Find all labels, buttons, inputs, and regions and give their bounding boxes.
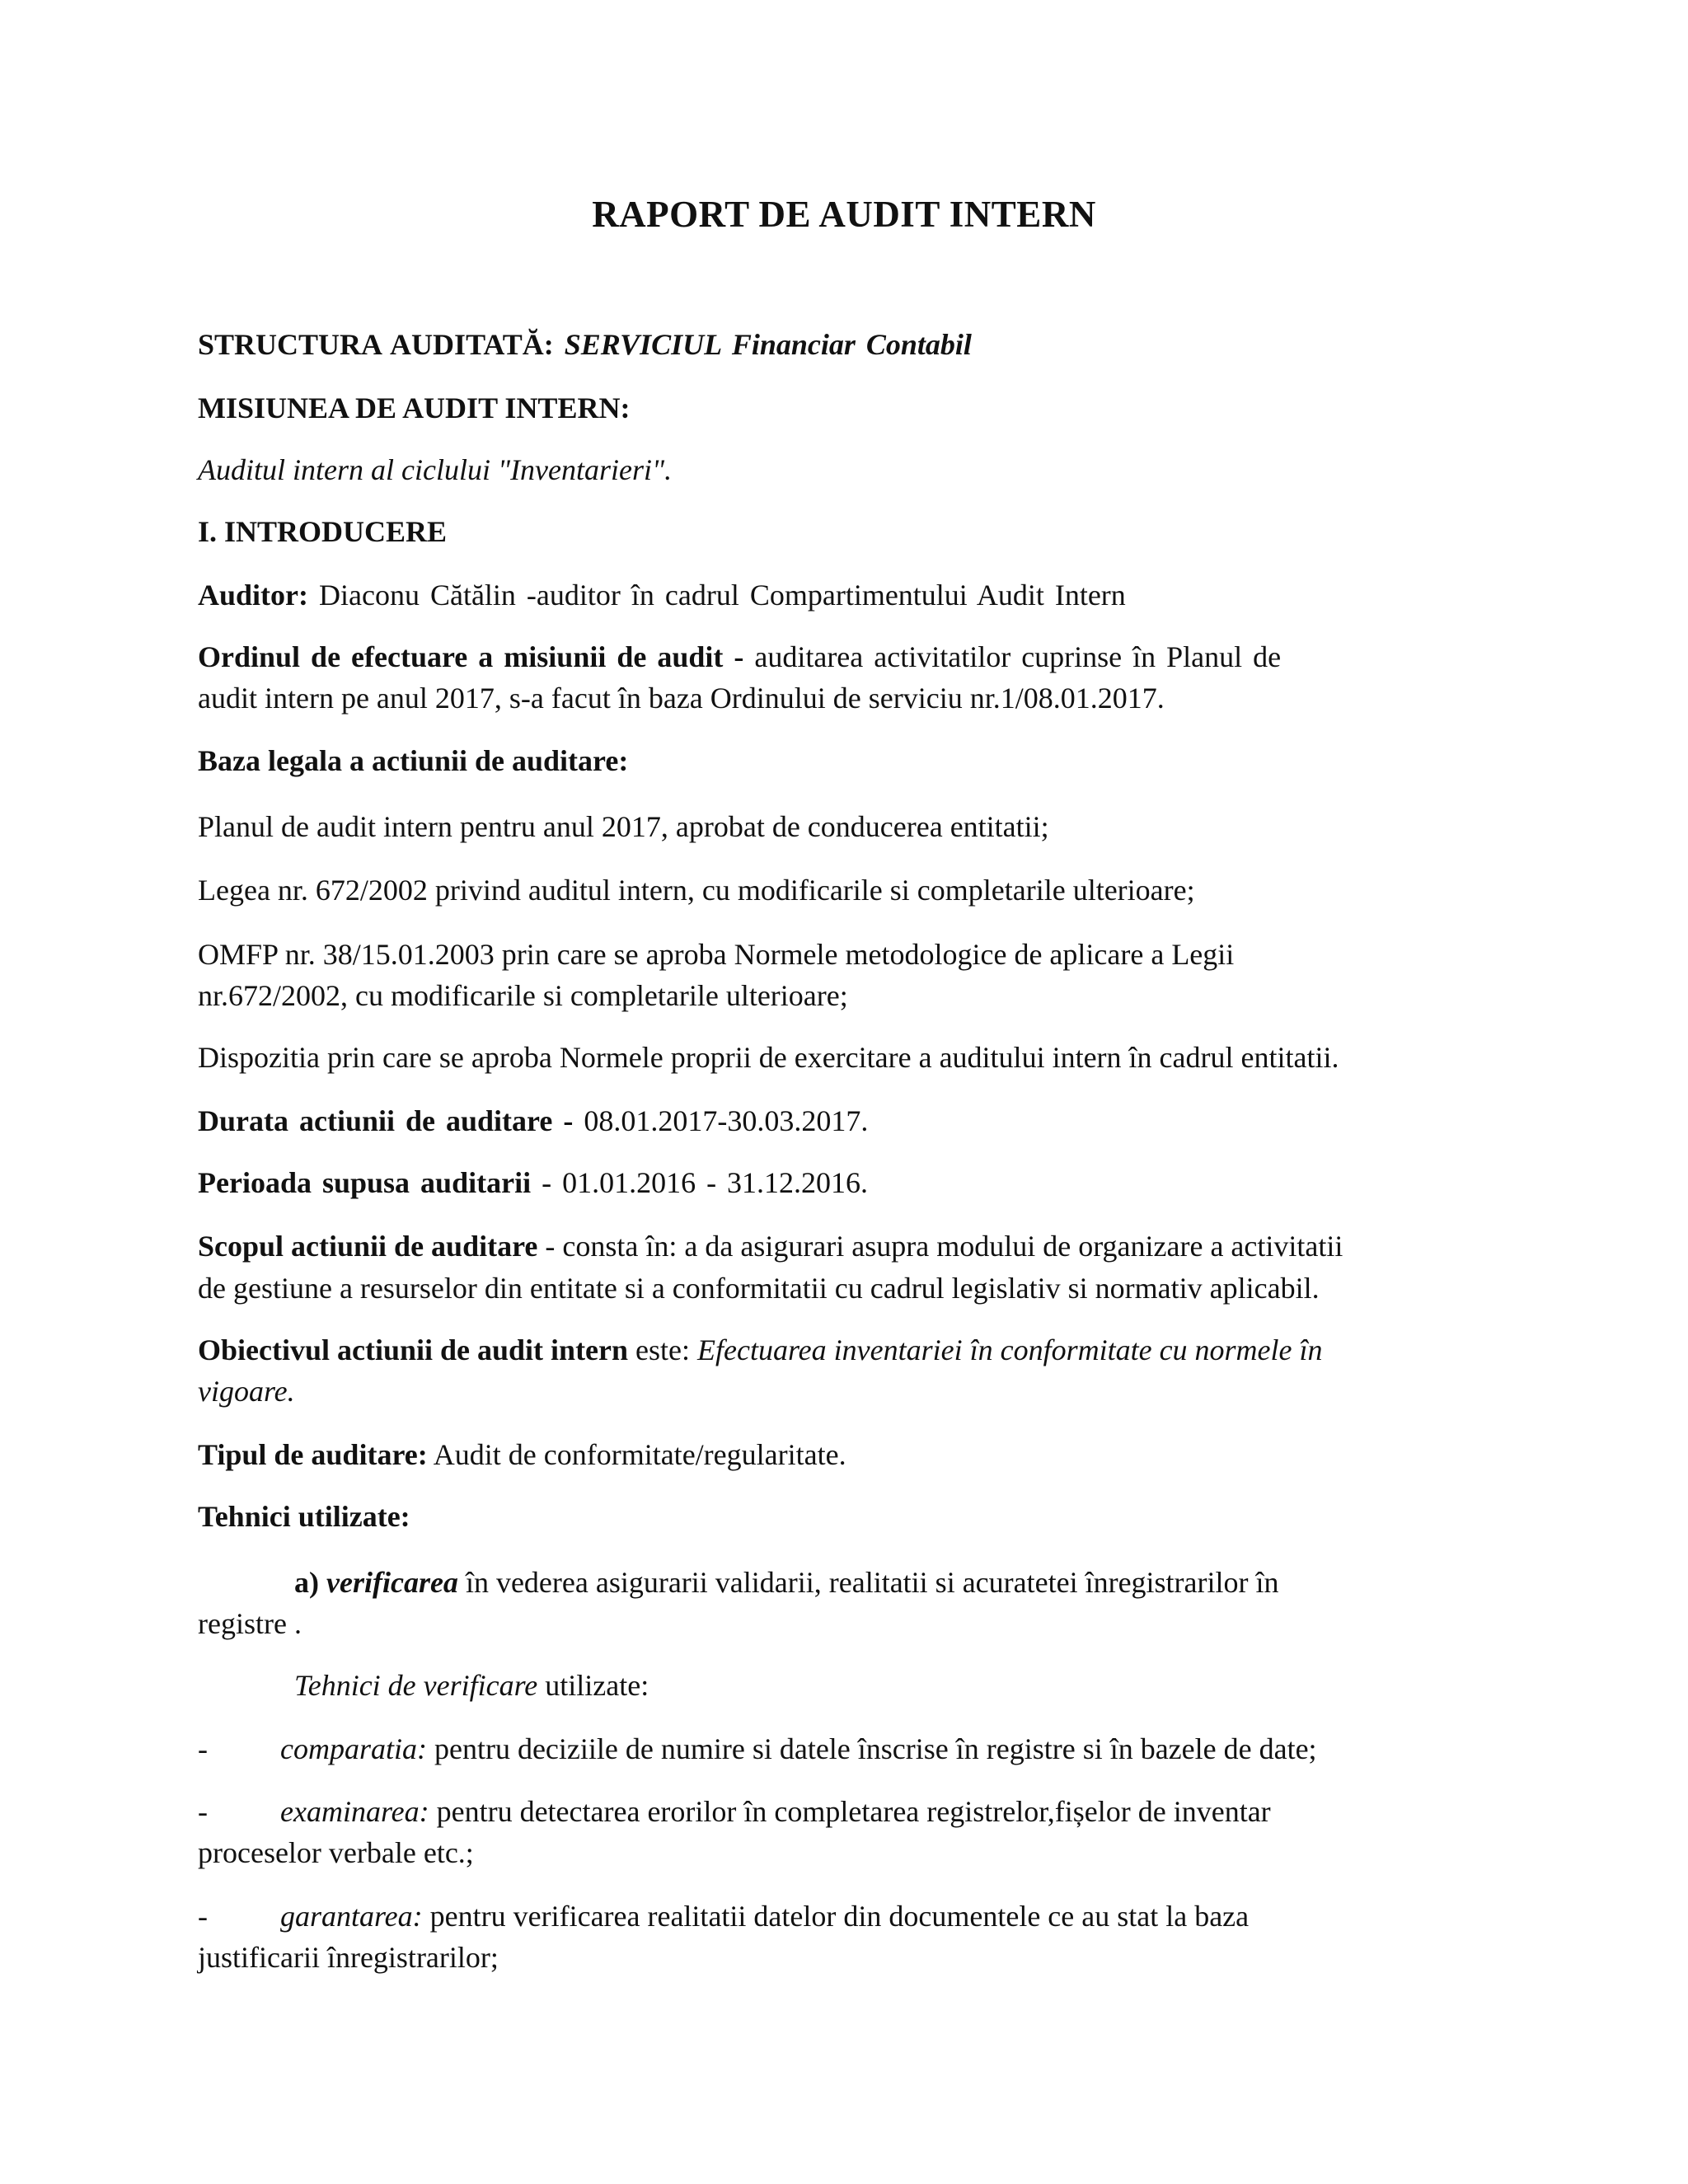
obiectivul-text-1: Efectuarea inventariei în conformitate cu normele în	[697, 1333, 1323, 1366]
garantarea-text: pentru verificarea realitatii datelor din documentele ce au stat la baza	[429, 1900, 1250, 1933]
misiunea-label: MISIUNEA DE AUDIT INTERN:	[198, 391, 631, 424]
tehnica-a-line-1	[294, 1562, 1498, 1603]
auditor-label: Auditor:	[198, 579, 308, 612]
report-title: RAPORT DE AUDIT INTERN	[592, 194, 1096, 235]
ordinul-line-1	[198, 636, 1500, 677]
baza-item-4: Dispozitia prin care se aproba Normele proprii de exercitare a auditului intern în cadrul entitatii.	[198, 1041, 1339, 1074]
obiectivul-label: Obiectivul actiunii de audit intern	[198, 1333, 629, 1366]
examinarea-term: examinarea:	[280, 1795, 429, 1828]
examinarea-line-2: proceselor verbale etc.;	[198, 1836, 474, 1869]
auditor-value: Diaconu Cătălin -auditor în cadrul Compartimentului Audit Intern	[319, 579, 1126, 612]
list-item-comparatia	[280, 1728, 1500, 1769]
comparatia-term: comparatia:	[280, 1732, 427, 1765]
list-item-garantarea	[280, 1896, 1500, 1937]
tipul-value: Audit de conformitate/regularitate.	[433, 1438, 846, 1471]
obiectivul-line-2: vigoare.	[198, 1375, 295, 1408]
structura-line	[198, 324, 1500, 365]
tehnica-a-text-1: în vederea asigurarii validarii, realitatii si acuratetei înregistrarilor în	[465, 1566, 1279, 1599]
auditor-line	[198, 574, 1500, 616]
scopul-text-1: - consta în: a da asigurari asupra modului de organizare a activitatii	[545, 1230, 1343, 1263]
baza-label: Baza legala a actiunii de auditare:	[198, 744, 629, 777]
comparatia-text: pentru deciziile de numire si datele înscrise în registre si în bazele de date;	[434, 1732, 1317, 1765]
list-item-examinarea	[280, 1791, 1500, 1832]
tehnici-label: Tehnici utilizate:	[198, 1500, 410, 1533]
scopul-line-1	[198, 1226, 1500, 1267]
garantarea-term: garantarea:	[280, 1900, 423, 1933]
tehnici-verificare-line	[294, 1665, 1498, 1706]
obiectivul-line-1	[198, 1329, 1500, 1371]
scopul-line-2: de gestiune a resurselor din entitate si a conformitatii cu cadrul legislativ si normativ aplicabil.	[198, 1272, 1320, 1305]
ordinul-text-1: auditarea activitatilor cuprinse în Planul de	[754, 640, 1282, 673]
obiectivul-mid: este:	[635, 1333, 691, 1366]
section-introducere: I. INTRODUCERE	[198, 515, 448, 548]
garantarea-line-2: justificarii înregistrarilor;	[198, 1941, 499, 1974]
perioada-value: - 01.01.2016 - 31.12.2016.	[542, 1166, 869, 1199]
list-item-dash: -	[198, 1795, 208, 1828]
baza-item-2: Legea nr. 672/2002 privind auditul intern, cu modificarile si completarile ulterioare;	[198, 874, 1195, 907]
misiunea-value: Auditul intern al ciclului "Inventarieri".	[198, 453, 673, 486]
list-item-dash: -	[198, 1732, 208, 1765]
tehnici-verificare-rest: utilizate:	[545, 1669, 649, 1702]
structura-label: STRUCTURA AUDITATĂ:	[198, 328, 554, 361]
durata-line	[198, 1100, 1500, 1141]
baza-item-3-cont: nr.672/2002, cu modificarile si completarile ulterioare;	[198, 979, 848, 1012]
durata-label: Durata actiunii de auditare -	[198, 1104, 574, 1137]
durata-value: 08.01.2017-30.03.2017.	[584, 1104, 869, 1137]
perioada-label: Perioada supusa auditarii	[198, 1166, 532, 1199]
structura-value: SERVICIUL Financiar Contabil	[564, 328, 972, 361]
tehnici-verificare-term: Tehnici de verificare	[294, 1669, 538, 1702]
baza-item-1: Planul de audit intern pentru anul 2017, aprobat de conducerea entitatii;	[198, 810, 1049, 843]
tipul-label: Tipul de auditare:	[198, 1438, 428, 1471]
tehnica-a-prefix: a)	[294, 1566, 319, 1599]
tehnica-a-term: verificarea	[326, 1566, 458, 1599]
scopul-label: Scopul actiunii de auditare	[198, 1230, 538, 1263]
ordinul-label: Ordinul de efectuare a misiunii de audit -	[198, 640, 744, 673]
list-item-dash: -	[198, 1900, 208, 1933]
perioada-line	[198, 1162, 1500, 1203]
tehnica-a-line-2: registre .	[198, 1607, 302, 1640]
examinarea-text: pentru detectarea erorilor în completarea registrelor,fișelor de inventar	[436, 1795, 1271, 1828]
ordinul-line-2: audit intern pe anul 2017, s-a facut în baza Ordinului de serviciu nr.1/08.01.2017.	[198, 682, 1165, 715]
tipul-line	[198, 1434, 1500, 1475]
baza-item-3: OMFP nr. 38/15.01.2003 prin care se aproba Normele metodologice de aplicare a Legii	[198, 938, 1235, 971]
